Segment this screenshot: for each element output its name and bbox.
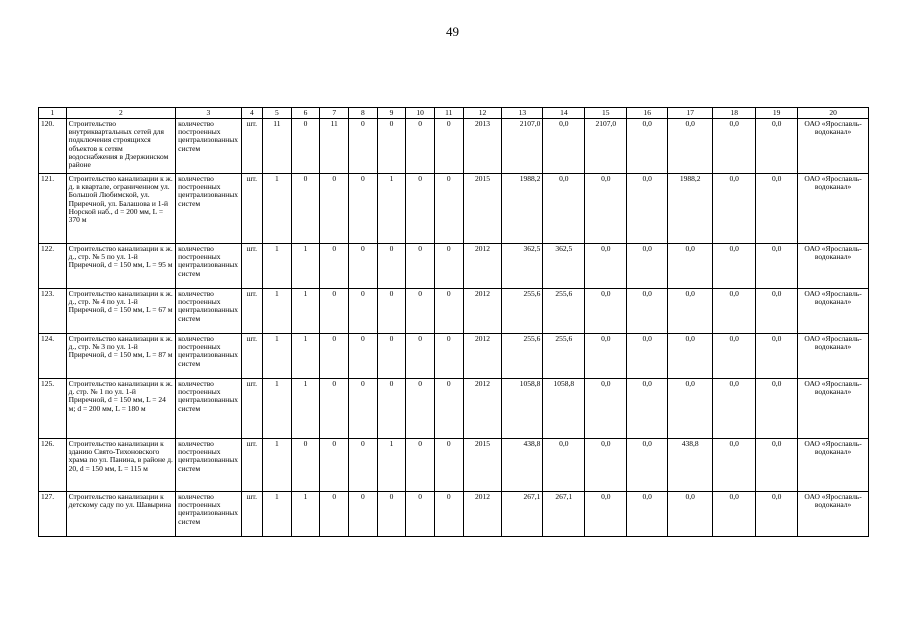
- amount-cell: 0,0: [585, 289, 627, 334]
- table-cell: 1: [263, 174, 292, 244]
- unit: шт.: [241, 492, 262, 537]
- amount-cell: 255,6: [502, 289, 543, 334]
- column-header: 4: [241, 108, 262, 119]
- table-cell: 0: [320, 492, 349, 537]
- table-cell: 0: [434, 492, 463, 537]
- table-cell: 0: [320, 439, 349, 492]
- investment-program-table: [38, 107, 869, 537]
- amount-cell: 0,0: [713, 379, 756, 439]
- table-cell: 0: [434, 244, 463, 289]
- amount-cell: 0,0: [585, 334, 627, 379]
- table-cell: 0: [406, 439, 435, 492]
- table-row: [39, 492, 869, 537]
- table-cell: 0: [406, 244, 435, 289]
- column-header: 5: [263, 108, 292, 119]
- table-row: [39, 244, 869, 289]
- column-header: 1: [39, 108, 67, 119]
- amount-cell: 1988,2: [502, 174, 543, 244]
- indicator: количество построенных централизованных систем: [176, 379, 241, 439]
- column-header: 16: [627, 108, 668, 119]
- amount-cell: 0,0: [756, 244, 798, 289]
- row-number: 120.: [39, 119, 67, 174]
- amount-cell: 0,0: [713, 119, 756, 174]
- unit: шт.: [241, 439, 262, 492]
- table-cell: 0: [320, 334, 349, 379]
- column-header: 17: [668, 108, 713, 119]
- unit: шт.: [241, 244, 262, 289]
- amount-cell: 0,0: [756, 334, 798, 379]
- amount-cell: 0,0: [585, 174, 627, 244]
- table-cell: 0: [320, 174, 349, 244]
- amount-cell: 0,0: [713, 174, 756, 244]
- amount-cell: 0,0: [627, 174, 668, 244]
- amount-cell: 0,0: [668, 492, 713, 537]
- year-cell: 2012: [463, 334, 502, 379]
- table-cell: 0: [406, 174, 435, 244]
- row-number: 126.: [39, 439, 67, 492]
- table-cell: 0: [349, 334, 378, 379]
- year-cell: 2012: [463, 289, 502, 334]
- amount-cell: 0,0: [627, 492, 668, 537]
- amount-cell: 0,0: [627, 119, 668, 174]
- amount-cell: 438,8: [502, 439, 543, 492]
- table-cell: 0: [349, 174, 378, 244]
- row-number: 125.: [39, 379, 67, 439]
- year-cell: 2012: [463, 379, 502, 439]
- table-cell: 0: [434, 289, 463, 334]
- amount-cell: 0,0: [756, 119, 798, 174]
- table-cell: 0: [349, 119, 378, 174]
- table-row: [39, 334, 869, 379]
- amount-cell: 0,0: [627, 244, 668, 289]
- table-cell: 0: [377, 244, 406, 289]
- column-header: 11: [434, 108, 463, 119]
- amount-cell: 255,6: [502, 334, 543, 379]
- amount-cell: 0,0: [585, 492, 627, 537]
- table-cell: 1: [291, 244, 320, 289]
- column-header: 8: [349, 108, 378, 119]
- unit: шт.: [241, 334, 262, 379]
- table-row: [39, 379, 869, 439]
- table-cell: 0: [377, 334, 406, 379]
- amount-cell: 0,0: [627, 289, 668, 334]
- indicator: количество построенных централизованных систем: [176, 244, 241, 289]
- amount-cell: 1988,2: [668, 174, 713, 244]
- amount-cell: 0,0: [668, 119, 713, 174]
- amount-cell: 267,1: [543, 492, 585, 537]
- amount-cell: 0,0: [668, 289, 713, 334]
- amount-cell: 362,5: [543, 244, 585, 289]
- table-cell: 0: [349, 492, 378, 537]
- column-header: 10: [406, 108, 435, 119]
- indicator: количество построенных централизованных систем: [176, 119, 241, 174]
- table-cell: 1: [263, 439, 292, 492]
- column-header: 9: [377, 108, 406, 119]
- executor-cell: ОАО «Ярославль-водоканал»: [798, 244, 869, 289]
- amount-cell: 0,0: [668, 379, 713, 439]
- page-number: 49: [446, 24, 459, 39]
- table-cell: 1: [263, 289, 292, 334]
- column-header: 12: [463, 108, 502, 119]
- unit: шт.: [241, 174, 262, 244]
- table-cell: 0: [406, 119, 435, 174]
- indicator: количество построенных централизованных систем: [176, 174, 241, 244]
- table-cell: 0: [349, 439, 378, 492]
- amount-cell: 0,0: [668, 244, 713, 289]
- year-cell: 2012: [463, 492, 502, 537]
- table-cell: 1: [263, 334, 292, 379]
- amount-cell: 0,0: [668, 334, 713, 379]
- table-row: [39, 289, 869, 334]
- column-header: 14: [543, 108, 585, 119]
- table-cell: 0: [434, 379, 463, 439]
- year-cell: 2015: [463, 174, 502, 244]
- indicator: количество построенных централизованных систем: [176, 289, 241, 334]
- row-number: 127.: [39, 492, 67, 537]
- column-header: 7: [320, 108, 349, 119]
- column-header: 2: [66, 108, 176, 119]
- amount-cell: 0,0: [627, 379, 668, 439]
- table-cell: 0: [320, 379, 349, 439]
- amount-cell: 0,0: [713, 244, 756, 289]
- table-row: [39, 174, 869, 244]
- amount-cell: 0,0: [713, 439, 756, 492]
- column-header: 15: [585, 108, 627, 119]
- project-name: Строительство внутриквартальных сетей для подключения строящихся объектов к сетям водоснабжения в Дзержинском районе: [66, 119, 176, 174]
- indicator: количество построенных централизованных систем: [176, 492, 241, 537]
- table-cell: 0: [349, 244, 378, 289]
- table-cell: 0: [434, 174, 463, 244]
- executor-cell: ОАО «Ярославль-водоканал»: [798, 492, 869, 537]
- table-cell: 1: [291, 379, 320, 439]
- table-cell: 0: [377, 492, 406, 537]
- table-cell: 1: [291, 334, 320, 379]
- unit: шт.: [241, 379, 262, 439]
- table-cell: 0: [349, 289, 378, 334]
- unit: шт.: [241, 289, 262, 334]
- amount-cell: 0,0: [756, 439, 798, 492]
- amount-cell: 0,0: [756, 289, 798, 334]
- indicator: количество построенных централизованных систем: [176, 334, 241, 379]
- amount-cell: 2107,0: [585, 119, 627, 174]
- amount-cell: 0,0: [756, 174, 798, 244]
- amount-cell: 0,0: [543, 119, 585, 174]
- table-cell: 0: [349, 379, 378, 439]
- amount-cell: 0,0: [585, 244, 627, 289]
- amount-cell: 0,0: [585, 379, 627, 439]
- table-cell: 1: [263, 492, 292, 537]
- project-name: Строительство канализации к ж. д. стр. № 1 по ул. 1-й Приречной, d = 150 мм, L = 24 м; d = 200 мм, L = 180 м: [66, 379, 176, 439]
- table-cell: 1: [263, 379, 292, 439]
- table-cell: 1: [377, 439, 406, 492]
- row-number: 124.: [39, 334, 67, 379]
- row-number: 121.: [39, 174, 67, 244]
- table-cell: 0: [291, 174, 320, 244]
- row-number: 123.: [39, 289, 67, 334]
- table-cell: 1: [263, 244, 292, 289]
- row-number: 122.: [39, 244, 67, 289]
- project-name: Строительство канализации к ж. д., стр. № 5 по ул. 1-й Приречной, d = 150 мм, L = 95 м: [66, 244, 176, 289]
- year-cell: 2012: [463, 244, 502, 289]
- table-cell: 1: [291, 492, 320, 537]
- project-name: Строительство канализации к ж. д., стр. № 4 по ул. 1-й Приречной, d = 150 мм, L = 67 м: [66, 289, 176, 334]
- table-cell: 1: [291, 289, 320, 334]
- table-cell: 1: [377, 174, 406, 244]
- executor-cell: ОАО «Ярославль-водоканал»: [798, 334, 869, 379]
- year-cell: 2013: [463, 119, 502, 174]
- executor-cell: ОАО «Ярославль-водоканал»: [798, 174, 869, 244]
- amount-cell: 438,8: [668, 439, 713, 492]
- column-header: 3: [176, 108, 241, 119]
- table-cell: 11: [263, 119, 292, 174]
- amount-cell: 0,0: [585, 439, 627, 492]
- project-name: Строительство канализации к зданию Свято-Тихоновского храма по ул. Панина, в районе д. 20, d = 150 мм, L = 115 м: [66, 439, 176, 492]
- table-cell: 0: [377, 289, 406, 334]
- amount-cell: 1058,8: [502, 379, 543, 439]
- table-cell: 0: [291, 439, 320, 492]
- amount-cell: 0,0: [543, 174, 585, 244]
- table-cell: 0: [320, 244, 349, 289]
- table-cell: 11: [320, 119, 349, 174]
- amount-cell: 2107,0: [502, 119, 543, 174]
- table-cell: 0: [377, 379, 406, 439]
- amount-cell: 0,0: [756, 379, 798, 439]
- project-name: Строительство канализации к ж. д. в квартале, ограниченном ул. Большой Любимской, ул. Приречной, ул. Балашова и 1-й Норской наб., d = 200 мм, L = 370 м: [66, 174, 176, 244]
- unit: шт.: [241, 119, 262, 174]
- table-cell: 0: [406, 289, 435, 334]
- table-cell: 0: [406, 379, 435, 439]
- amount-cell: 0,0: [627, 439, 668, 492]
- table-cell: 0: [434, 439, 463, 492]
- table-header-row: [39, 108, 869, 119]
- year-cell: 2015: [463, 439, 502, 492]
- table-cell: 0: [406, 334, 435, 379]
- amount-cell: 362,5: [502, 244, 543, 289]
- column-header: 18: [713, 108, 756, 119]
- amount-cell: 255,6: [543, 289, 585, 334]
- amount-cell: 0,0: [713, 334, 756, 379]
- executor-cell: ОАО «Ярославль-водоканал»: [798, 439, 869, 492]
- project-name: Строительство канализации к ж. д., стр. № 3 по ул. 1-й Приречной, d = 150 мм, L = 87 м: [66, 334, 176, 379]
- amount-cell: 255,6: [543, 334, 585, 379]
- amount-cell: 1058,8: [543, 379, 585, 439]
- table-row: [39, 119, 869, 174]
- column-header: 19: [756, 108, 798, 119]
- table-cell: 0: [434, 119, 463, 174]
- table-cell: 0: [406, 492, 435, 537]
- table-cell: 0: [320, 289, 349, 334]
- indicator: количество построенных централизованных систем: [176, 439, 241, 492]
- amount-cell: 0,0: [627, 334, 668, 379]
- amount-cell: 0,0: [543, 439, 585, 492]
- amount-cell: 0,0: [713, 289, 756, 334]
- table-row: [39, 439, 869, 492]
- executor-cell: ОАО «Ярославль-водоканал»: [798, 119, 869, 174]
- table-cell: 0: [291, 119, 320, 174]
- executor-cell: ОАО «Ярославль-водоканал»: [798, 379, 869, 439]
- amount-cell: 267,1: [502, 492, 543, 537]
- table-cell: 0: [377, 119, 406, 174]
- amount-cell: 0,0: [713, 492, 756, 537]
- executor-cell: ОАО «Ярославль-водоканал»: [798, 289, 869, 334]
- project-name: Строительство канализации к детскому саду по ул. Шавырина: [66, 492, 176, 537]
- column-header: 13: [502, 108, 543, 119]
- column-header: 20: [798, 108, 869, 119]
- table-cell: 0: [434, 334, 463, 379]
- column-header: 6: [291, 108, 320, 119]
- amount-cell: 0,0: [756, 492, 798, 537]
